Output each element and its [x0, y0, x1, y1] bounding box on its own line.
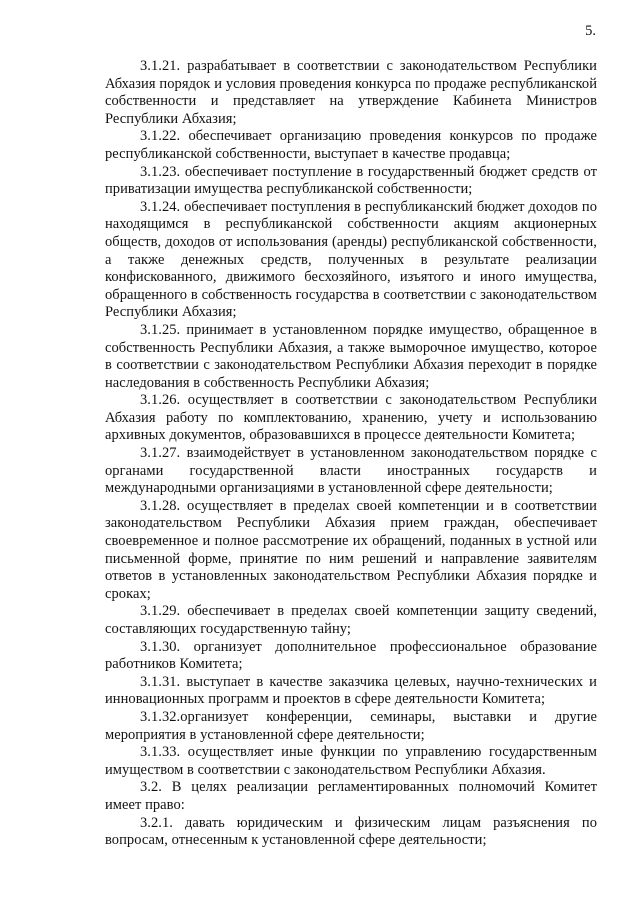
paragraph-3-2: 3.2. В целях реализации регламентированных полномочий Комитет имеет право: — [105, 779, 597, 813]
paragraph-3-1-24: 3.1.24. обеспечивает поступления в республиканский бюджет доходов по находящимся в республиканской собственности акциям акционерных обществ, доходов от использования (аренды) республиканской собственности, а также денежных средств, полученных в результате реализации конфискованного, движимого бесхозяйного, изъятого и иного имущества, обращенного в собственность государства в соответствии с законодательством Республики Абхазия; — [105, 198, 597, 321]
paragraph-3-1-31: 3.1.31. выступает в качестве заказчика целевых, научно-технических и инновационных программ и проектов в сфере деятельности Комитета; — [105, 673, 597, 708]
paragraph-3-1-23: 3.1.23. обеспечивает поступление в государственный бюджет средств от приватизации имущества республиканской собственности; — [105, 163, 597, 198]
paragraph-3-1-26: 3.1.26. осуществляет в соответствии с законодательством Республики Абхазия работу по комплектованию, хранению, учету и использованию архивных документов, образовавшихся в процессе деятельности Комитета; — [105, 392, 597, 444]
paragraph-3-2-1: 3.2.1. давать юридическим и физическим лицам разъяснения по вопросам, отнесенным к установленной сфере деятельности; — [105, 814, 597, 849]
page-number: 5. — [585, 23, 596, 39]
paragraph-3-1-33: 3.1.33. осуществляет иные функции по управлению государственным имуществом в соответствии с законодательством Республики Абхазия. — [105, 744, 597, 778]
paragraph-3-1-29: 3.1.29. обеспечивает в пределах своей компетенции защиту сведений, составляющих государственную тайну; — [105, 603, 597, 637]
paragraph-3-1-32: 3.1.32.организует конференции, семинары, выставки и другие мероприятия в установленной сфере деятельности; — [105, 708, 597, 743]
paragraph-3-1-22: 3.1.22. обеспечивает организацию проведения конкурсов по продаже республиканской собственности, выступает в качестве продавца; — [105, 128, 597, 162]
paragraph-3-1-21: 3.1.21. разрабатывает в соответствии с законодательством Республики Абхазия порядок и условия проведения конкурса по продаже республиканской собственности и представляет на утверждение Кабинета Министров Республики Абхазия; — [105, 58, 597, 127]
paragraph-3-1-27: 3.1.27. взаимодействует в установленном законодательством порядке с органами государственной власти иностранных государств и международными организациями в установленной сфере деятельности; — [105, 445, 597, 497]
document-body — [105, 58, 597, 850]
paragraph-3-1-25: 3.1.25. принимает в установленном порядке имущество, обращенное в собственность Республики Абхазия, а также выморочное имущество, которое в соответствии с законодательством Республики Абхазия переходит в порядке наследования в собственность Республики Абхазия; — [105, 321, 597, 391]
paragraph-3-1-28: 3.1.28. осуществляет в пределах своей компетенции и в соответствии законодательством Республики Абхазия прием граждан, обеспечивает своевременное и полное рассмотрение их обращений, поданных в устной или письменной форме, принятие по ним решений и направление заявителям ответов в установленных законодательством Республики Абхазия порядке и сроках; — [105, 497, 597, 602]
paragraph-3-1-30: 3.1.30. организует дополнительное профессиональное образование работников Комитета; — [105, 638, 597, 673]
